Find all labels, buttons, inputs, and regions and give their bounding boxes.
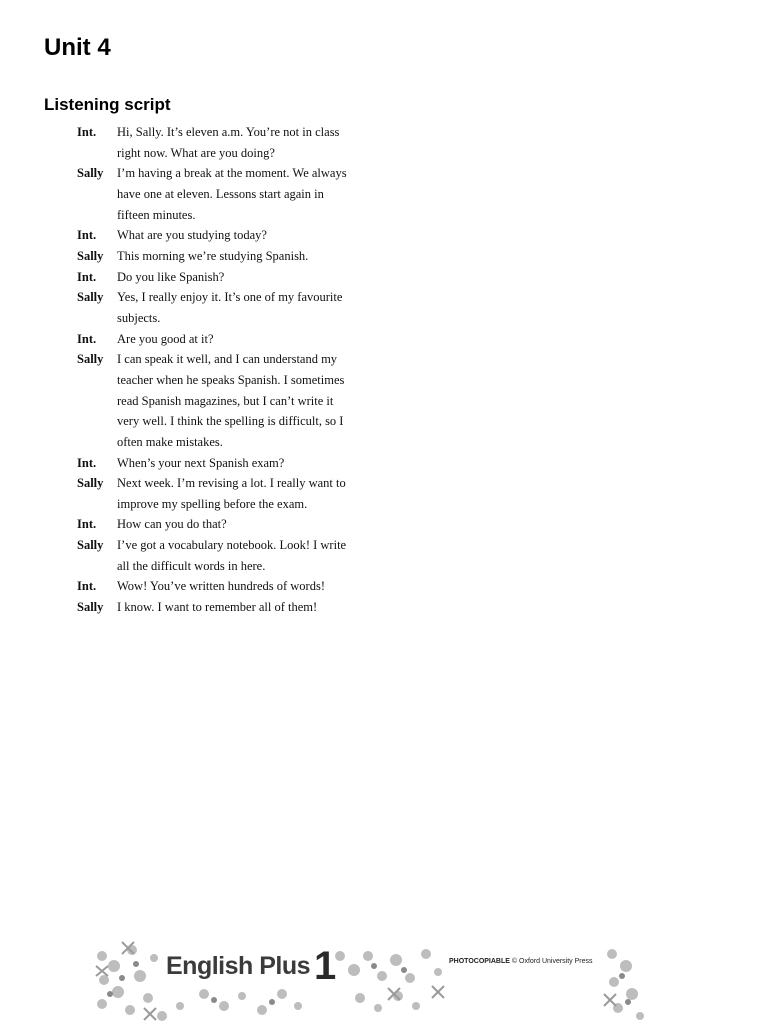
speaker-label: Sally — [77, 166, 104, 181]
speech-text: right now. What are you doing? — [117, 145, 275, 160]
speaker-label — [77, 370, 117, 391]
brand-name: English Plus — [166, 952, 311, 980]
speaker-label — [77, 205, 117, 226]
speech-text: Are you good at it? — [117, 331, 214, 346]
speech-text: I’ve got a vocabulary notebook. Look! I write — [117, 538, 347, 553]
speech-text: Wow! You’ve written hundreds of words! — [117, 579, 325, 594]
script-line — [77, 370, 377, 391]
speech-text: all the difficult words in here. — [117, 558, 266, 573]
speaker-label: Int. — [77, 579, 97, 594]
speaker-label — [77, 143, 117, 164]
section-title: Listening script — [44, 95, 171, 114]
speaker-label: Int. — [77, 269, 97, 284]
speaker-label: Int. — [77, 228, 97, 243]
script-line — [77, 349, 377, 370]
publisher-label: © Oxford University Press — [511, 958, 593, 965]
speech-text: Hi, Sally. It’s eleven a.m. You’re not in class — [117, 125, 340, 139]
speaker-label — [77, 411, 117, 432]
speaker-label: Int. — [77, 125, 97, 139]
speech-text: When’s your next Spanish exam? — [117, 455, 285, 470]
speech-text: improve my spelling before the exam. — [117, 496, 308, 511]
script-line — [77, 246, 377, 267]
copyright-notice — [449, 958, 593, 965]
script-line — [77, 391, 377, 412]
script-line — [77, 287, 377, 308]
speech-text: Next week. I’m revising a lot. I really want to — [117, 476, 346, 491]
script-line — [77, 122, 377, 143]
speech-text: This morning we’re studying Spanish. — [117, 248, 309, 263]
photocopiable-label: PHOTOCOPIABLE — [449, 958, 510, 965]
speaker-label — [77, 308, 117, 329]
script-line — [77, 514, 377, 535]
script-line — [77, 225, 377, 246]
speaker-label: Sally — [77, 248, 104, 263]
speech-text: teacher when he speaks Spanish. I sometimes — [117, 372, 345, 387]
script-line — [77, 597, 377, 618]
unit-title: Unit 4 — [44, 34, 111, 61]
speaker-label: Sally — [77, 290, 104, 305]
script-line — [77, 184, 377, 205]
script-line — [77, 411, 377, 432]
speech-text: Yes, I really enjoy it. It’s one of my favourite — [117, 290, 343, 305]
script-line — [77, 576, 377, 597]
speech-text: have one at eleven. Lessons start again in — [117, 186, 324, 201]
script-line — [77, 494, 377, 515]
speaker-label — [77, 494, 117, 515]
script-line — [77, 556, 377, 577]
speech-text: I know. I want to remember all of them! — [117, 600, 318, 615]
script-line — [77, 329, 377, 350]
speech-text: very well. I think the spelling is difficult, so I — [117, 414, 344, 429]
listening-script — [77, 122, 377, 618]
script-line — [77, 473, 377, 494]
script-line — [77, 143, 377, 164]
footer-banner — [92, 936, 652, 1024]
speaker-label: Int. — [77, 517, 97, 532]
speaker-label — [77, 432, 117, 453]
speech-text: Do you like Spanish? — [117, 269, 225, 284]
script-line — [77, 308, 377, 329]
speech-text: What are you studying today? — [117, 228, 267, 243]
speech-text: often make mistakes. — [117, 434, 223, 449]
speech-text: How can you do that? — [117, 517, 227, 532]
speech-text: I’m having a break at the moment. We always — [117, 166, 347, 181]
speech-text: I can speak it well, and I can understand my — [117, 352, 338, 367]
script-line — [77, 535, 377, 556]
speaker-label — [77, 184, 117, 205]
speech-text: read Spanish magazines, but I can’t write it — [117, 393, 334, 408]
script-line — [77, 205, 377, 226]
script-line — [77, 267, 377, 288]
speaker-label: Int. — [77, 455, 97, 470]
script-line — [77, 432, 377, 453]
speech-text: subjects. — [117, 310, 161, 325]
speaker-label: Sally — [77, 538, 104, 553]
speech-text: fifteen minutes. — [117, 207, 196, 222]
speaker-label — [77, 391, 117, 412]
speaker-label: Int. — [77, 331, 97, 346]
speaker-label — [77, 556, 117, 577]
brand-level: 1 — [314, 944, 337, 988]
script-line — [77, 453, 377, 474]
script-line — [77, 163, 377, 184]
speaker-label: Sally — [77, 476, 104, 491]
speaker-label: Sally — [77, 600, 104, 615]
speaker-label: Sally — [77, 352, 104, 367]
